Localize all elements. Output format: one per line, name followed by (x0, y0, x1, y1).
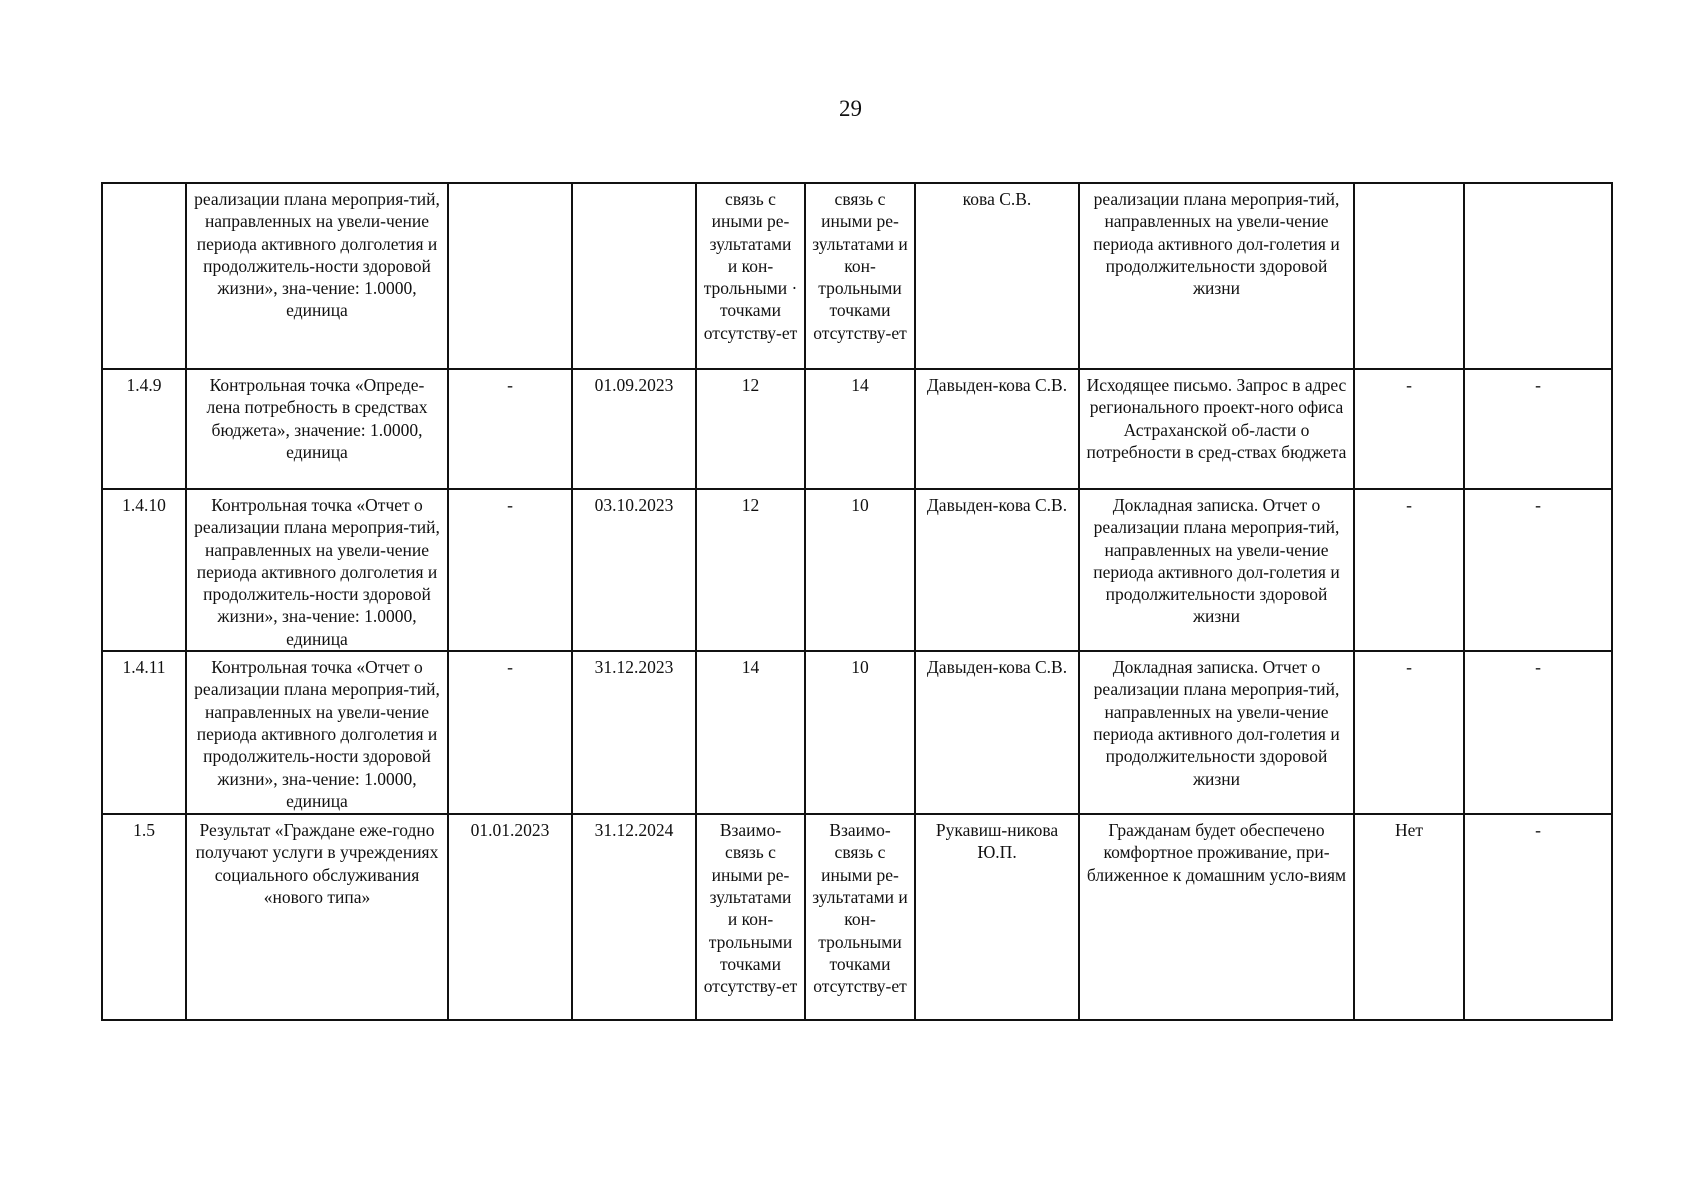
information-system: Нет (1354, 814, 1464, 1020)
result-document: Докладная записка. Отчет о реализации плана мероприя-тий, направленных на увели-чение периода активного дол-голетия и продолжительности здоровой жизни (1079, 651, 1354, 814)
row-number: 1.5 (102, 814, 186, 1020)
successor: Взаимо-связь с иными ре-зультатами и кон-трольными точками отсутству-ет (805, 814, 915, 1020)
responsible: Рукавиш-никова Ю.П. (915, 814, 1079, 1020)
information-system: - (1354, 651, 1464, 814)
result-document: реализации плана мероприя-тий, направленных на увели-чение периода активного дол-голетия и продолжительности здоровой жизни (1079, 183, 1354, 369)
information-system: - (1354, 369, 1464, 489)
responsible: Давыден-кова С.В. (915, 369, 1079, 489)
start-date (448, 183, 572, 369)
table-row (102, 369, 1612, 489)
end-date: 31.12.2023 (572, 651, 696, 814)
control-point-name: Контрольная точка «Отчет о реализации плана мероприя-тий, направленных на увели-чение периода активного долголетия и продолжитель-ности здоровой жизни», зна-чение: 1.0000, единица (186, 489, 448, 651)
predecessor: 14 (696, 651, 805, 814)
row-number: 1.4.9 (102, 369, 186, 489)
predecessor: Взаимо-связь с иными ре-зультатами и кон-трольными точками отсутству-ет (696, 814, 805, 1020)
extra-column (1464, 183, 1612, 369)
row-number (102, 183, 186, 369)
start-date: - (448, 651, 572, 814)
extra-column: - (1464, 814, 1612, 1020)
end-date: 01.09.2023 (572, 369, 696, 489)
extra-column: - (1464, 489, 1612, 651)
end-date (572, 183, 696, 369)
control-point-name: реализации плана мероприя-тий, направленных на увели-чение периода активного долголетия и продолжитель-ности здоровой жизни», зна-чение: 1.0000, единица (186, 183, 448, 369)
responsible: Давыден-кова С.В. (915, 651, 1079, 814)
successor: 10 (805, 651, 915, 814)
predecessor: 12 (696, 489, 805, 651)
predecessor: 12 (696, 369, 805, 489)
control-point-name: Результат «Граждане еже-годно получают услуги в учреждениях социального обслуживания «нового типа» (186, 814, 448, 1020)
row-number: 1.4.11 (102, 651, 186, 814)
control-point-name: Контрольная точка «Опреде-лена потребность в средствах бюджета», значение: 1.0000, единица (186, 369, 448, 489)
end-date: 31.12.2024 (572, 814, 696, 1020)
successor: связь с иными ре-зультатами и кон-трольными точками отсутству-ет (805, 183, 915, 369)
table-row (102, 651, 1612, 814)
information-system: - (1354, 489, 1464, 651)
table-row (102, 814, 1612, 1020)
responsible: Давыден-кова С.В. (915, 489, 1079, 651)
predecessor: связь с иными ре-зультатами и кон-трольными · точками отсутству-ет (696, 183, 805, 369)
start-date: - (448, 489, 572, 651)
end-date: 03.10.2023 (572, 489, 696, 651)
extra-column: - (1464, 651, 1612, 814)
start-date: - (448, 369, 572, 489)
row-number: 1.4.10 (102, 489, 186, 651)
control-points-table (101, 182, 1613, 1021)
responsible: кова С.В. (915, 183, 1079, 369)
result-document: Исходящее письмо. Запрос в адрес регионального проект-ного офиса Астраханской об-ласти о потребности в сред-ствах бюджета (1079, 369, 1354, 489)
table-row (102, 183, 1612, 369)
successor: 10 (805, 489, 915, 651)
start-date: 01.01.2023 (448, 814, 572, 1020)
table-row (102, 489, 1612, 651)
information-system (1354, 183, 1464, 369)
result-document: Докладная записка. Отчет о реализации плана мероприя-тий, направленных на увели-чение периода активного дол-голетия и продолжительности здоровой жизни (1079, 489, 1354, 651)
page-number: 29 (839, 96, 862, 121)
extra-column: - (1464, 369, 1612, 489)
successor: 14 (805, 369, 915, 489)
control-point-name: Контрольная точка «Отчет о реализации плана мероприя-тий, направленных на увели-чение периода активного долголетия и продолжитель-ности здоровой жизни», зна-чение: 1.0000, единица (186, 651, 448, 814)
result-document: Гражданам будет обеспечено комфортное проживание, при-ближенное к домашним усло-виям (1079, 814, 1354, 1020)
